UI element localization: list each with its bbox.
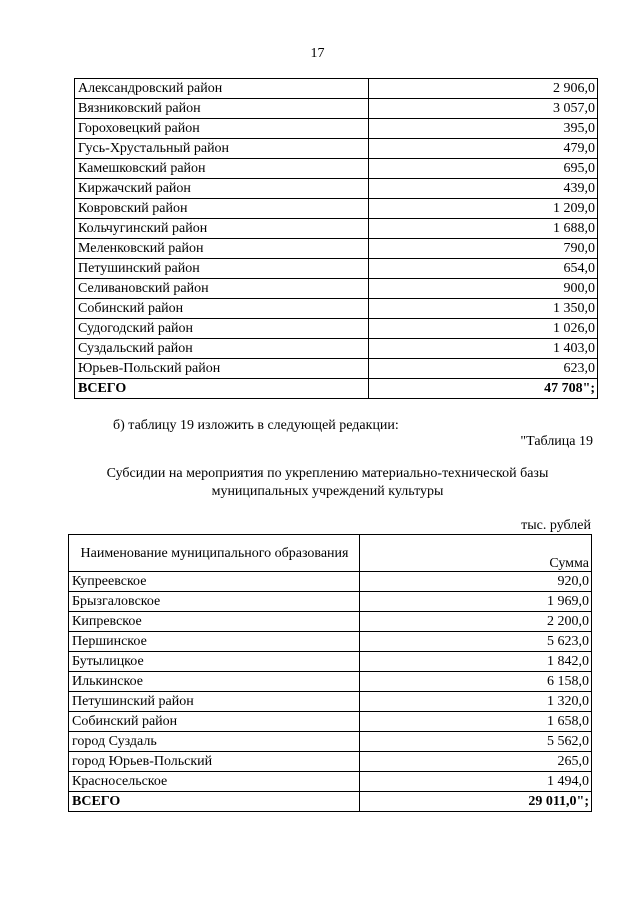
row-value: 1 688,0	[369, 219, 598, 239]
row-name: Александровский район	[75, 79, 369, 99]
row-value: 2 200,0	[360, 612, 592, 632]
row-value: 1 026,0	[369, 319, 598, 339]
row-name: Першинское	[69, 632, 360, 652]
row-value: 439,0	[369, 179, 598, 199]
row-name: Кольчугинский район	[75, 219, 369, 239]
culture-institutions-subsidy-table	[68, 534, 592, 812]
row-value: 1 320,0	[360, 692, 592, 712]
row-value: 3 057,0	[369, 99, 598, 119]
row-name: Кипревское	[69, 612, 360, 632]
table-row	[69, 572, 592, 592]
row-value: 395,0	[369, 119, 598, 139]
table1-total-row	[75, 379, 598, 399]
row-name: Ковровский район	[75, 199, 369, 219]
row-name: Красносельское	[69, 772, 360, 792]
table-row	[75, 219, 598, 239]
table-row	[69, 752, 592, 772]
table-row	[69, 712, 592, 732]
table2-header-name: Наименование муниципального образования	[69, 535, 360, 572]
row-name: Меленковский район	[75, 239, 369, 259]
row-value: 1 658,0	[360, 712, 592, 732]
table-row	[69, 692, 592, 712]
row-name: город Суздаль	[69, 732, 360, 752]
table-row	[75, 339, 598, 359]
units-label: тыс. рублей	[521, 518, 591, 533]
row-value: 900,0	[369, 279, 598, 299]
row-value: 265,0	[360, 752, 592, 772]
table-row	[69, 772, 592, 792]
row-name: Брызгаловское	[69, 592, 360, 612]
row-name: Суздальский район	[75, 339, 369, 359]
row-name: Киржачский район	[75, 179, 369, 199]
table-row	[75, 259, 598, 279]
table-title-line-1: Субсидии на мероприятия по укреплению материально-технической базы	[106, 466, 549, 481]
table-row	[69, 632, 592, 652]
table-title-line-2: муниципальных учреждений культуры	[211, 484, 444, 499]
table2-total-label: ВСЕГО	[69, 792, 360, 812]
row-name: Петушинский район	[75, 259, 369, 279]
row-value: 5 562,0	[360, 732, 592, 752]
row-value: 654,0	[369, 259, 598, 279]
table-title	[60, 465, 595, 501]
row-name: Собинский район	[69, 712, 360, 732]
table2-body	[69, 535, 592, 812]
row-value: 5 623,0	[360, 632, 592, 652]
row-name: Гороховецкий район	[75, 119, 369, 139]
row-name: Селивановский район	[75, 279, 369, 299]
row-value: 6 158,0	[360, 672, 592, 692]
row-name: Камешковский район	[75, 159, 369, 179]
table-row	[75, 99, 598, 119]
row-name: Юрьев-Польский район	[75, 359, 369, 379]
row-name: Купреевское	[69, 572, 360, 592]
row-value: 695,0	[369, 159, 598, 179]
row-value: 1 403,0	[369, 339, 598, 359]
table-row	[69, 732, 592, 752]
row-value: 479,0	[369, 139, 598, 159]
table-label: "Таблица 19	[520, 434, 593, 449]
table-row	[69, 592, 592, 612]
row-value: 1 494,0	[360, 772, 592, 792]
table-row	[75, 319, 598, 339]
table2-header-sum: Сумма	[360, 535, 592, 572]
table-row	[75, 119, 598, 139]
page-number: 17	[310, 46, 325, 61]
table2-total-value: 29 011,0";	[360, 792, 592, 812]
row-name: Вязниковский район	[75, 99, 369, 119]
table-row	[69, 612, 592, 632]
row-value: 790,0	[369, 239, 598, 259]
table-row	[75, 159, 598, 179]
row-value: 623,0	[369, 359, 598, 379]
table-row	[69, 672, 592, 692]
row-value: 2 906,0	[369, 79, 598, 99]
row-value: 1 842,0	[360, 652, 592, 672]
table1-total-label: ВСЕГО	[75, 379, 369, 399]
table-row	[75, 279, 598, 299]
table-row	[75, 79, 598, 99]
row-name: Бутылицкое	[69, 652, 360, 672]
table-row	[75, 239, 598, 259]
table-row	[75, 299, 598, 319]
row-name: Собинский район	[75, 299, 369, 319]
table2-header-row	[69, 535, 592, 572]
table-row	[75, 139, 598, 159]
table-row	[69, 652, 592, 672]
row-value: 1 350,0	[369, 299, 598, 319]
table1-total-value: 47 708";	[369, 379, 598, 399]
row-value: 1 209,0	[369, 199, 598, 219]
row-name: Петушинский район	[69, 692, 360, 712]
table-row	[75, 199, 598, 219]
row-name: город Юрьев-Польский	[69, 752, 360, 772]
row-name: Гусь-Хрустальный район	[75, 139, 369, 159]
amendment-instruction: б) таблицу 19 изложить в следующей редакции:	[113, 418, 399, 433]
table-row	[75, 359, 598, 379]
row-value: 1 969,0	[360, 592, 592, 612]
row-value: 920,0	[360, 572, 592, 592]
table-row	[75, 179, 598, 199]
table2-total-row	[69, 792, 592, 812]
district-subsidy-table-continued	[74, 78, 598, 399]
row-name: Илькинское	[69, 672, 360, 692]
row-name: Судогодский район	[75, 319, 369, 339]
table1-body	[75, 79, 598, 399]
